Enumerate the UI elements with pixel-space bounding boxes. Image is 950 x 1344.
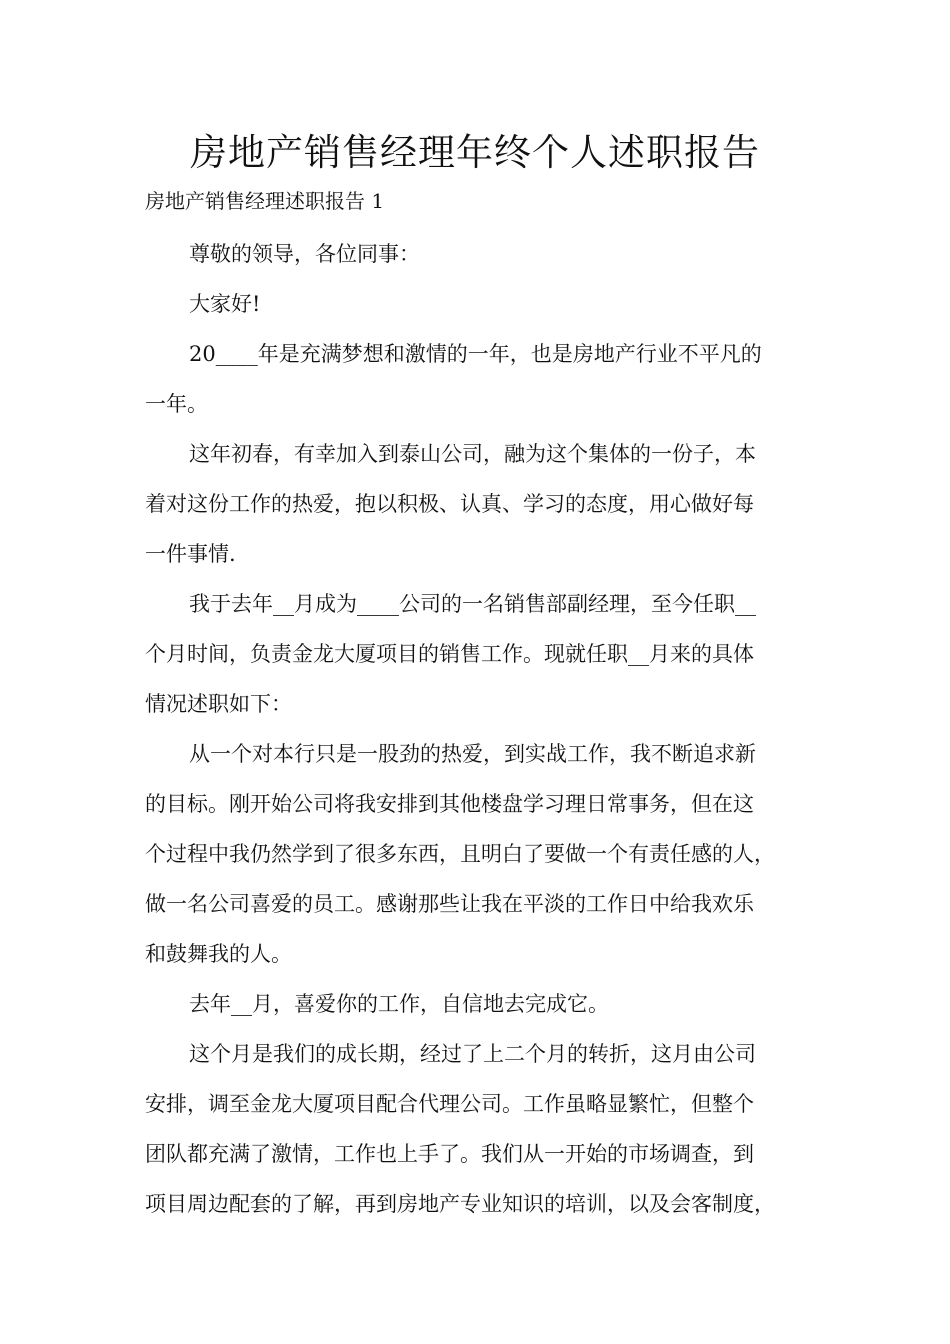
paragraph-line: 情况述职如下： [145,692,292,716]
paragraph-line: 和鼓舞我的人。 [145,942,292,966]
paragraph-line: 安排，调至金龙大厦项目配合代理公司。工作虽略显繁忙，但整个 [145,1092,754,1116]
paragraph-line: 一件事情. [145,542,236,566]
paragraph-line: 项目周边配套的了解，再到房地产专业知识的培训，以及会客制度， [145,1192,775,1216]
paragraph-line: 个月时间，负责金龙大厦项目的销售工作。现就任职__月来的具体 [145,642,754,666]
greeting-line: 大家好! [189,292,261,316]
paragraph-line: 我于去年__月成为____公司的一名销售部副经理，至今任职__ [189,592,756,616]
document-subtitle: 房地产销售经理述职报告 1 [145,189,385,213]
paragraph-line: 的目标。刚开始公司将我安排到其他楼盘学习理日常事务，但在这 [145,792,754,816]
paragraph-line: 20____年是充满梦想和激情的一年，也是房地产行业不平凡的 [189,342,762,366]
document-title: 房地产销售经理年终个人述职报告 [190,131,760,174]
paragraph-line: 这个月是我们的成长期，经过了上二个月的转折，这月由公司 [189,1042,756,1066]
salutation-line: 尊敬的领导，各位同事： [189,242,420,266]
document-body [145,229,825,1229]
paragraph-line: 做一名公司喜爱的员工。感谢那些让我在平淡的工作日中给我欢乐 [145,892,754,916]
paragraph-line: 一年。 [145,392,208,416]
paragraph-line: 从一个对本行只是一股劲的热爱，到实战工作，我不断追求新 [189,742,756,766]
paragraph-line: 去年__月，喜爱你的工作，自信地去完成它。 [189,992,609,1016]
paragraph-line: 团队都充满了激情，工作也上手了。我们从一开始的市场调查，到 [145,1142,754,1166]
paragraph-line: 个过程中我仍然学到了很多东西，且明白了要做一个有责任感的人， [145,842,775,866]
paragraph-line: 这年初春，有幸加入到泰山公司，融为这个集体的一份子，本 [189,442,756,466]
paragraph-line: 着对这份工作的热爱，抱以积极、认真、学习的态度，用心做好每 [145,492,754,516]
